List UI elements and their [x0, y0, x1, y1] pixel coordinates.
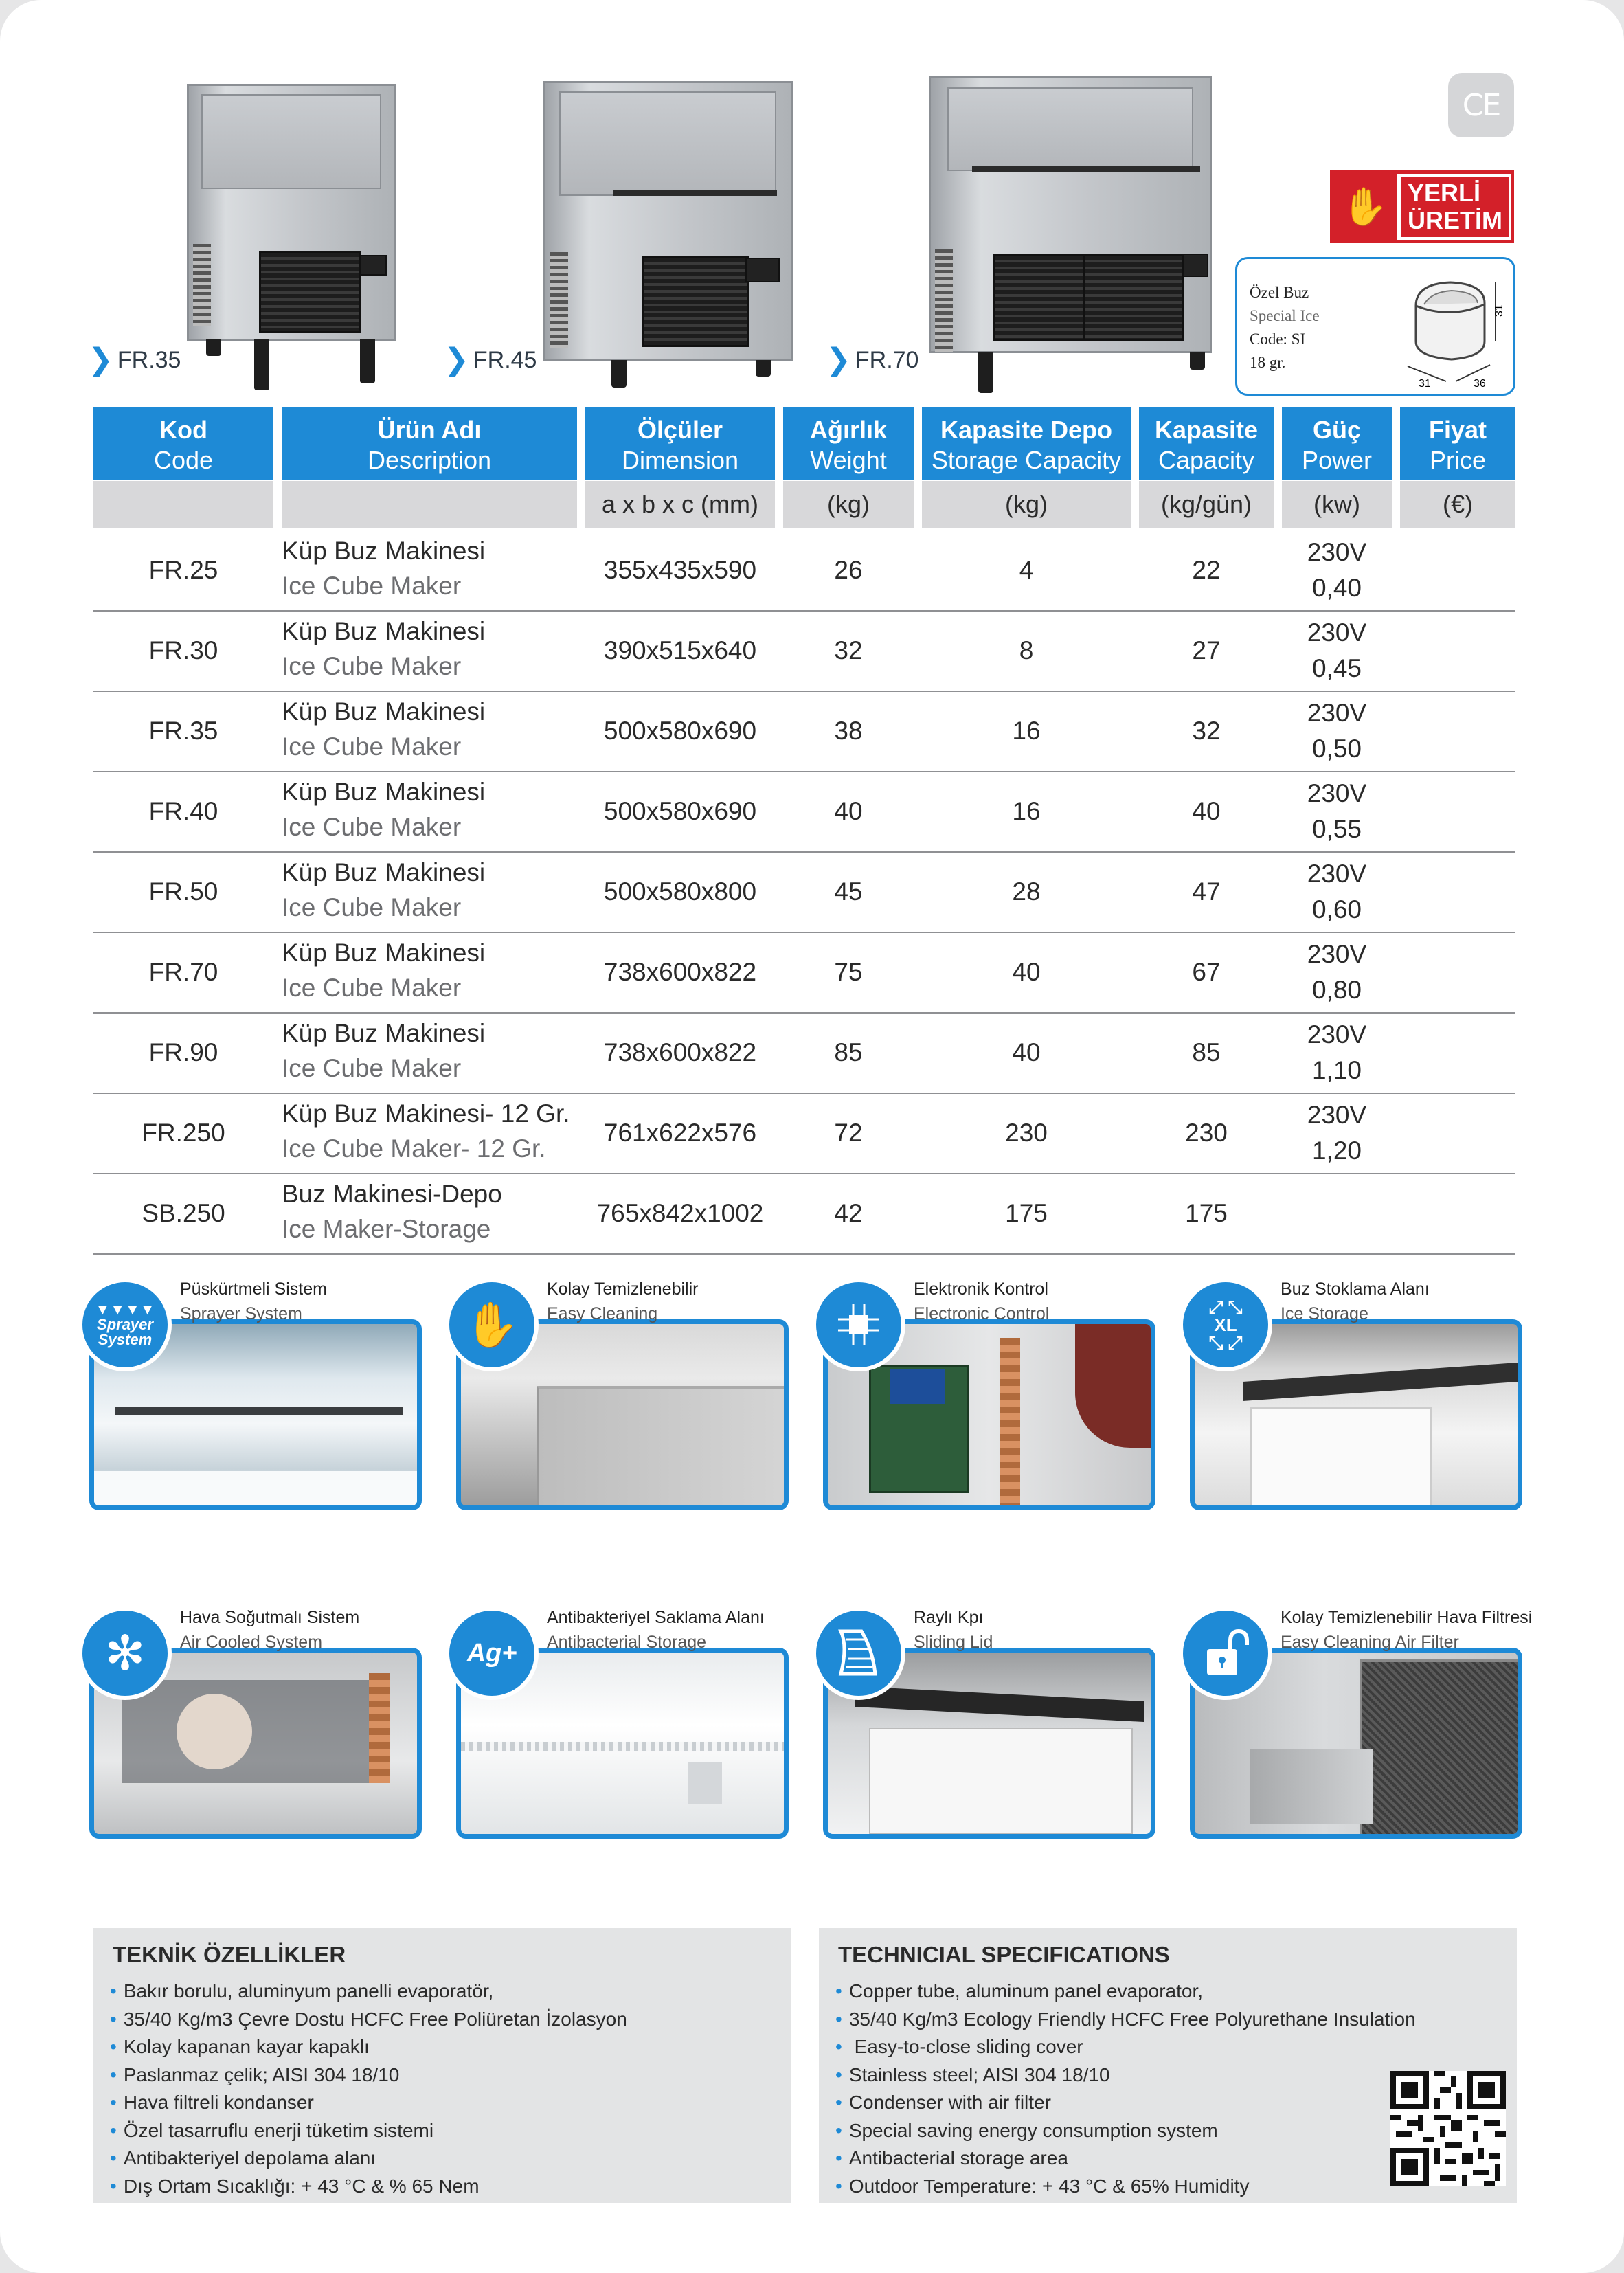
feature-title-tr: Antibakteriyel Saklama Alanı — [547, 1608, 765, 1627]
row-code: FR.30 — [148, 636, 218, 664]
feature-title-en: Sprayer System — [180, 1304, 302, 1323]
row-power: 230V 1,10 — [1307, 1020, 1367, 1084]
product-label-fr70: ❯ FR.70 — [826, 343, 919, 377]
header-description: Ürün Adı Description — [282, 407, 577, 480]
unit-price: (€) — [1400, 481, 1515, 528]
glove-icon: ✋ — [445, 1278, 539, 1371]
ice-cube-drawing — [1388, 265, 1513, 392]
list-item: • Dış Ortam Sıcaklığı: + 43 °C & % 65 Nem — [110, 2173, 627, 2201]
row-power: 230V 0,55 — [1307, 779, 1367, 843]
specs-en-title: TECHNICIAL SPECIFICATIONS — [838, 1942, 1170, 1967]
row-storage: 40 — [1012, 958, 1041, 986]
row-code: FR.250 — [142, 1119, 225, 1147]
table-row — [93, 611, 1515, 692]
row-storage: 40 — [1012, 1038, 1041, 1066]
feature-title-tr: Hava Soğutmalı Sistem — [180, 1608, 360, 1627]
feature-title-en: Electronic Control — [914, 1304, 1050, 1323]
header-weight: Ağırlık Weight — [783, 407, 914, 480]
list-item: • Antibacterial storage area — [835, 2145, 1416, 2173]
list-item: • 35/40 Kg/m3 Ecology Friendly HCFC Free Polyurethane Insulation — [835, 2006, 1416, 2034]
list-item: • Antibakteriyel depolama alanı — [110, 2145, 627, 2173]
row-code: FR.40 — [148, 797, 218, 825]
feature-title-tr: Raylı Kpı — [914, 1608, 984, 1627]
row-capacity: 67 — [1192, 958, 1221, 986]
row-storage: 175 — [1005, 1199, 1048, 1227]
row-power: 230V 0,60 — [1307, 860, 1367, 923]
list-item: • Özel tasarruflu enerji tüketim sistemi — [110, 2117, 627, 2145]
feature-title-tr: Buz Stoklama Alanı — [1281, 1279, 1430, 1299]
feature-sliding-lid — [823, 1608, 1155, 1839]
row-dimension: 500x580x690 — [603, 797, 757, 825]
row-dimension: 500x580x800 — [603, 877, 757, 906]
specs-tr-list — [110, 1978, 627, 2200]
row-weight: 42 — [834, 1199, 863, 1227]
table-row — [93, 852, 1515, 933]
table-row — [93, 691, 1515, 772]
row-storage: 4 — [1019, 556, 1034, 584]
list-item: • Hava filtreli kondanser — [110, 2089, 627, 2117]
list-item: • Paslanmaz çelik; AISI 304 18/10 — [110, 2061, 627, 2090]
xl-expand-icon: ⤢ ⤡ XL ⤡ ⤢ — [1179, 1278, 1272, 1371]
list-item: • Kolay kapanan kayar kapaklı — [110, 2033, 627, 2061]
qr-code[interactable] — [1390, 2071, 1506, 2186]
handshake-icon: ✋ — [1333, 174, 1397, 240]
list-item: • Stainless steel; AISI 304 18/10 — [835, 2061, 1416, 2090]
table-row — [93, 1093, 1515, 1174]
list-item: • Bakır borulu, aluminyum panelli evaporatör, — [110, 1978, 627, 2006]
row-code: FR.70 — [148, 958, 218, 986]
ice-dim-width: 31 — [1419, 378, 1431, 390]
row-capacity: 85 — [1192, 1038, 1221, 1066]
fan-icon: ✻ — [78, 1606, 172, 1700]
row-dimension: 761x622x576 — [603, 1119, 757, 1147]
feature-title-en: Antibacterial Storage — [547, 1633, 707, 1652]
unit-storage: (kg) — [922, 481, 1131, 528]
row-capacity: 27 — [1192, 636, 1221, 664]
chip-icon — [812, 1278, 905, 1371]
row-weight: 75 — [834, 958, 863, 986]
list-item: • Special saving energy consumption system — [835, 2117, 1416, 2145]
row-storage: 28 — [1012, 877, 1041, 906]
row-description: Küp Buz Makinesi Ice Cube Maker — [282, 617, 486, 680]
row-dimension: 390x515x640 — [603, 636, 757, 664]
row-weight: 85 — [834, 1038, 863, 1066]
feature-sprayer-system — [89, 1279, 422, 1510]
chevron-right-icon: ❯ — [826, 343, 851, 377]
row-code: FR.50 — [148, 877, 218, 906]
chevron-right-icon: ❯ — [88, 343, 113, 377]
unit-dimension: a x b x c (mm) — [585, 481, 775, 528]
silver-ag-icon: Ag+ — [445, 1606, 539, 1700]
row-description: Küp Buz Makinesi Ice Cube Maker — [282, 537, 486, 600]
row-capacity: 22 — [1192, 556, 1221, 584]
specs-turkish — [93, 1928, 791, 2203]
row-description: Küp Buz Makinesi Ice Cube Maker — [282, 697, 486, 761]
feature-title-en: Easy Cleaning Air Filter — [1281, 1633, 1459, 1652]
feature-title-en: Easy Cleaning — [547, 1304, 658, 1323]
feature-electronic-control — [823, 1279, 1155, 1510]
ice-dim-height: 31 — [1493, 304, 1505, 317]
yerli-uretim-badge — [1330, 170, 1514, 243]
row-code: FR.25 — [148, 556, 218, 584]
table-row — [93, 530, 1515, 612]
row-capacity: 175 — [1185, 1199, 1228, 1227]
row-dimension: 500x580x690 — [603, 717, 757, 745]
row-description: Küp Buz Makinesi Ice Cube Maker — [282, 858, 486, 921]
row-power: 230V 0,50 — [1307, 699, 1367, 763]
unit-code — [93, 481, 273, 528]
product-image-fr70 — [929, 76, 1212, 353]
unit-description — [282, 481, 577, 528]
row-storage: 16 — [1012, 717, 1041, 745]
feature-ice-storage — [1190, 1279, 1522, 1510]
row-storage: 16 — [1012, 797, 1041, 825]
header-storage-capacity: Kapasite Depo Storage Capacity — [922, 407, 1131, 480]
row-capacity: 230 — [1185, 1119, 1228, 1147]
ice-dim-depth: 36 — [1474, 378, 1486, 390]
unlock-icon — [1179, 1606, 1272, 1700]
row-description: Buz Makinesi-Depo Ice Maker-Storage — [282, 1180, 502, 1243]
unit-capacity: (kg/gün) — [1139, 481, 1274, 528]
row-code: SB.250 — [142, 1199, 225, 1227]
row-dimension: 738x600x822 — [603, 1038, 757, 1066]
row-power: 230V 0,45 — [1307, 618, 1367, 682]
feature-title-en: Ice Storage — [1281, 1304, 1368, 1323]
table-row — [93, 932, 1515, 1014]
feature-air-filter — [1190, 1608, 1533, 1839]
list-item: • Condenser with air filter — [835, 2089, 1416, 2117]
row-storage: 230 — [1005, 1119, 1048, 1147]
product-image-fr35 — [187, 84, 396, 341]
row-code: FR.90 — [148, 1038, 218, 1066]
chevron-right-icon: ❯ — [444, 343, 469, 377]
row-weight: 45 — [834, 877, 863, 906]
special-ice-box — [1235, 257, 1515, 396]
table-row — [93, 772, 1515, 853]
table-row — [93, 1013, 1515, 1094]
header-price: Fiyat Price — [1400, 407, 1515, 480]
row-description: Küp Buz Makinesi Ice Cube Maker — [282, 1019, 486, 1082]
special-ice-tr: Özel Buz — [1250, 284, 1309, 301]
special-ice-weight: 18 gr. — [1250, 354, 1286, 371]
list-item: • Easy-to-close sliding cover — [835, 2033, 1416, 2061]
feature-easy-cleaning — [456, 1279, 789, 1510]
header-power: Güç Power — [1282, 407, 1392, 480]
row-capacity: 47 — [1192, 877, 1221, 906]
row-description: Küp Buz Makinesi Ice Cube Maker — [282, 939, 486, 1002]
table-row — [93, 1174, 1515, 1255]
feature-title-tr: Kolay Temizlenebilir — [547, 1279, 699, 1299]
list-item: • 35/40 Kg/m3 Çevre Dostu HCFC Free Poliüretan İzolasyon — [110, 2006, 627, 2034]
feature-title-tr: Elektronik Kontrol — [914, 1279, 1048, 1299]
row-weight: 72 — [834, 1119, 863, 1147]
feature-title-tr: Kolay Temizlenebilir Hava Filtresi — [1281, 1608, 1533, 1627]
row-dimension: 355x435x590 — [603, 556, 757, 584]
row-dimension: 738x600x822 — [603, 958, 757, 986]
row-weight: 32 — [834, 636, 863, 664]
yerli-uretim-text: YERLİ ÜRETİM — [1401, 177, 1509, 237]
list-item: • Copper tube, aluminum panel evaporator, — [835, 1978, 1416, 2006]
feature-title-tr: Püskürtmeli Sistem — [180, 1279, 327, 1299]
feature-antibacterial-storage — [456, 1608, 789, 1839]
row-description: Küp Buz Makinesi Ice Cube Maker — [282, 778, 486, 841]
row-dimension: 765x842x1002 — [596, 1199, 764, 1227]
header-dimension: Ölçüler Dimension — [585, 407, 775, 480]
row-power: 230V 0,80 — [1307, 940, 1367, 1004]
unit-weight: (kg) — [783, 481, 914, 528]
specs-en-list — [835, 1978, 1416, 2200]
row-weight: 26 — [834, 556, 863, 584]
row-power: 230V 1,20 — [1307, 1101, 1367, 1165]
special-ice-en: Special Ice — [1250, 307, 1320, 324]
row-description: Küp Buz Makinesi- 12 Gr. Ice Cube Maker- 12 Gr. — [282, 1099, 570, 1163]
row-weight: 38 — [834, 717, 863, 745]
list-item: • Outdoor Temperature: + 43 °C & 65% Humidity — [835, 2173, 1416, 2201]
product-image-fr45 — [543, 81, 793, 361]
row-storage: 8 — [1019, 636, 1034, 664]
sliding-lid-icon — [812, 1606, 905, 1700]
row-power — [1282, 1174, 1392, 1253]
header-code: Kod Code — [93, 407, 273, 480]
feature-title-en: Air Cooled System — [180, 1633, 323, 1652]
product-label-fr45: ❯ FR.45 — [444, 343, 537, 377]
row-capacity: 32 — [1192, 717, 1221, 745]
row-capacity: 40 — [1192, 797, 1221, 825]
row-weight: 40 — [834, 797, 863, 825]
header-capacity: Kapasite Capacity — [1139, 407, 1274, 480]
special-ice-code: Code: SI — [1250, 331, 1306, 348]
product-label-fr35: ❯ FR.35 — [88, 343, 181, 377]
row-code: FR.35 — [148, 717, 218, 745]
sprayer-system-icon: ▼▼▼▼ Sprayer System — [78, 1278, 172, 1371]
feature-title-en: Sliding Lid — [914, 1633, 993, 1652]
ce-mark-badge: CE — [1448, 73, 1514, 137]
specs-tr-title: TEKNİK ÖZELLİKLER — [113, 1942, 346, 1967]
feature-air-cooled-system — [89, 1608, 422, 1839]
unit-power: (kw) — [1282, 481, 1392, 528]
row-power: 230V 0,40 — [1307, 538, 1367, 602]
